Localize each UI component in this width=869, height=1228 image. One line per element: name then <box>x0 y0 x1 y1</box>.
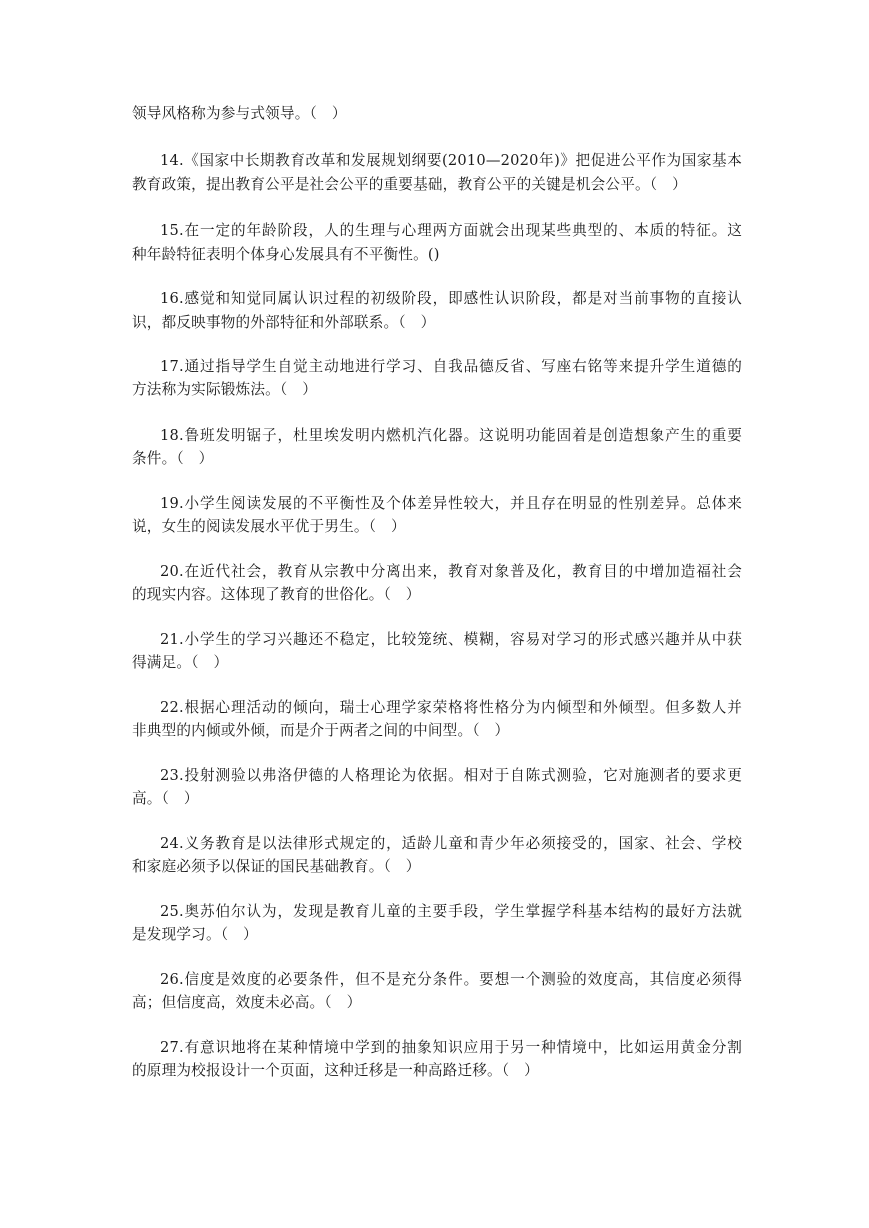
text-line: 方法称为实际锻炼法。（ ） <box>132 381 318 398</box>
text-line: 24.义务教育是以法律形式规定的，适龄儿童和青少年必须接受的，国家、社会、学校 <box>160 835 742 852</box>
text-line: 的现实内容。这体现了教育的世俗化。（ ） <box>132 586 421 603</box>
text-line: 教育政策，提出教育公平是社会公平的重要基础，教育公平的关键是机会公平。（ ） <box>132 176 687 193</box>
text-line: 的原理为校报设计一个页面，这种迁移是一种高路迁移。（ ） <box>132 1062 539 1079</box>
text-line: 26.信度是效度的必要条件，但不是充分条件。要想一个测验的效度高，其信度必须得 <box>160 971 742 988</box>
text-line: 19.小学生阅读发展的不平衡性及个体差异性较大，并且存在明显的性别差异。总体来 <box>160 495 742 512</box>
text-line: 22.根据心理活动的倾向，瑞士心理学家荣格将性格分为内倾型和外倾型。但多数人并 <box>160 699 742 716</box>
text-line: 种年龄特征表明个体身心发展具有不平衡性。() <box>132 246 440 263</box>
text-line: 16.感觉和知觉同属认识过程的初级阶段，即感性认识阶段，都是对当前事物的直接认 <box>160 290 742 307</box>
text-line: 说，女生的阅读发展水平优于男生。（ ） <box>132 518 406 535</box>
text-line: 得满足。（ ） <box>132 654 229 671</box>
text-line: 非典型的内倾或外倾，而是介于两者之间的中间型。（ ） <box>132 722 510 739</box>
text-line: 20.在近代社会，教育从宗教中分离出来，教育对象普及化，教育目的中增加造福社会 <box>160 563 742 580</box>
text-line: 27.有意识地将在某种情境中学到的抽象知识应用于另一种情境中，比如运用黄金分割 <box>160 1039 742 1056</box>
text-line: 15.在一定的年龄阶段，人的生理与心理两方面就会出现某些典型的、本质的特征。这 <box>160 222 742 239</box>
text-line: 14.《国家中长期教育改革和发展规划纲要(2010—2020年)》把促进公平作为国家基本 <box>160 152 742 169</box>
text-line: 25.奥苏伯尔认为，发现是教育儿童的主要手段，学生掌握学科基本结构的最好方法就 <box>160 903 742 920</box>
text-line: 领导风格称为参与式领导。（ ） <box>132 105 347 122</box>
text-line: 17.通过指导学生自觉主动地进行学习、自我品德反省、写座右铭等来提升学生道德的 <box>160 358 742 375</box>
text-line: 条件。（ ） <box>132 450 214 467</box>
text-line: 23.投射测验以弗洛伊德的人格理论为依据。相对于自陈式测验，它对施测者的要求更 <box>160 767 742 784</box>
text-line: 高。（ ） <box>132 790 199 807</box>
text-line: 18.鲁班发明锯子，杜里埃发明内燃机汽化器。这说明功能固着是创造想象产生的重要 <box>160 427 742 444</box>
text-line: 识，都反映事物的外部特征和外部联系。（ ） <box>132 314 436 331</box>
text-line: 高；但信度高，效度未必高。（ ） <box>132 994 362 1011</box>
text-line: 是发现学习。（ ） <box>132 926 258 943</box>
text-line: 和家庭必须予以保证的国民基础教育。（ ） <box>132 858 421 875</box>
text-line: 21.小学生的学习兴趣还不稳定，比较笼统、模糊，容易对学习的形式感兴趣并从中获 <box>160 631 742 648</box>
